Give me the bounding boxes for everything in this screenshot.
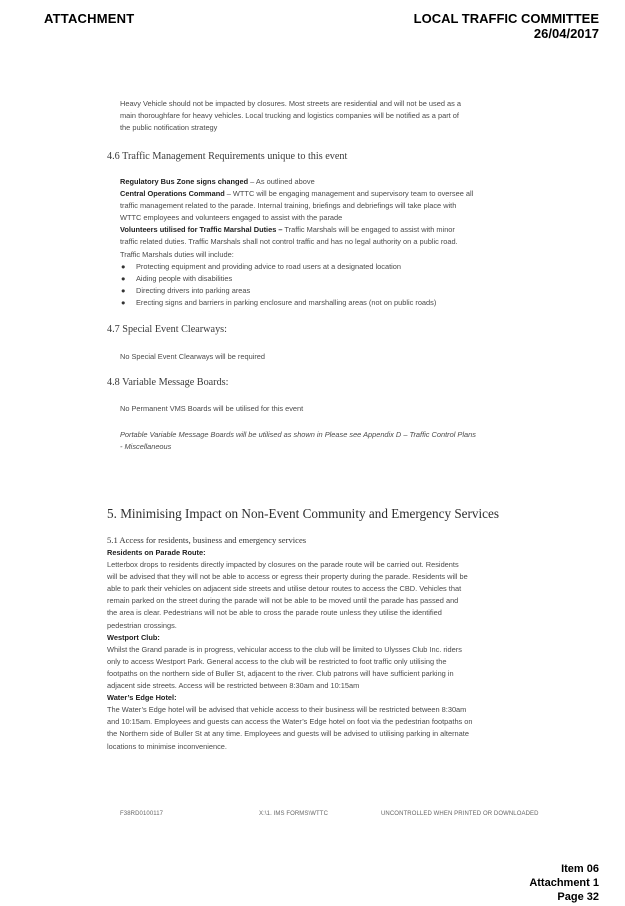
residents-line: Letterbox drops to residents directly impacted by closures on the parade route will be carried out. Residents <box>107 560 459 570</box>
section-5-1-body <box>107 547 540 753</box>
header-date: 26/04/2017 <box>533 26 599 41</box>
westport-line: adjacent side streets. Access will be restricted between 8:30am and 10:15am <box>107 681 360 691</box>
volunteers-text: Traffic Marshals will be engaged to assist with minor <box>282 225 455 235</box>
section-4-8-text: No Permanent VMS Boards will be utilised for this event <box>120 404 304 413</box>
vms-note <box>120 429 540 453</box>
list-item-text: Erecting signs and barriers in parking enclosure and marshalling areas (not on public roads) <box>136 297 437 307</box>
footer-notice: UNCONTROLLED WHEN PRINTED OR DOWNLOADED <box>381 811 539 817</box>
bullet-icon: ● <box>121 273 126 283</box>
committee-title: LOCAL TRAFFIC COMMITTEE <box>413 11 599 26</box>
bullet-icon: ● <box>121 285 126 295</box>
residents-line: remain parked on the street during the parade will not be able to be moved until the parade has passed and <box>107 596 459 606</box>
volunteers-line: traffic related duties. Traffic Marshals shall not control traffic and has no legal authority on a public road. <box>120 237 458 247</box>
waters-edge-heading: Water’s Edge Hotel: <box>107 693 177 703</box>
vms-note-line: Portable Variable Message Boards will be utilised as shown in Please see Appendix D – Traffic Control Plans <box>120 430 476 439</box>
residents-line: the area is clear. Pedestrians will not be able to cross the parade route unless they utilise the identified <box>107 608 442 618</box>
item-reference <box>529 862 599 904</box>
section-4-6-heading: 4.6 Traffic Management Requirements unique to this event <box>107 151 348 162</box>
item-number: Item 06 <box>561 863 599 875</box>
section-5-1-heading: 5.1 Access for residents, business and emergency services <box>107 535 307 545</box>
list-item <box>120 273 540 285</box>
page-header <box>414 11 599 41</box>
westport-heading: Westport Club: <box>107 632 160 642</box>
volunteers-line: Traffic Marshals duties will include: <box>120 249 234 259</box>
bullet-icon: ● <box>121 297 126 307</box>
footer-doc-id: F38RD0100117 <box>120 811 164 817</box>
residents-line: able to park their vehicles on adjacent side streets and utilise detour routes to access the CBD. Vehicles that <box>107 584 462 594</box>
list-item-text: Aiding people with disabilities <box>136 273 233 283</box>
bus-zone-line <box>120 176 540 188</box>
waters-edge-line: the Northern side of Buller St at any time. Employees and guests will be advised to utilising parking in alternate <box>107 729 469 739</box>
section-4-7-text: No Special Event Clearways will be required <box>120 352 266 361</box>
marshal-duties-list <box>120 261 540 309</box>
intro-line: main thoroughfare for heavy vehicles. Local trucking and logistics companies will be notified as a part of <box>120 111 459 121</box>
volunteers-label: Volunteers utilised for Traffic Marshal Duties – <box>120 225 283 235</box>
waters-edge-line: The Water’s Edge hotel will be advised that vehicle access to their business will be restricted between 8:30am <box>107 705 467 715</box>
vms-note-line: - Miscellaneous <box>120 442 172 452</box>
central-ops-line: WTTC employees and volunteers engaged to assist with the parade <box>120 213 343 223</box>
central-ops-label: Central Operations Command <box>120 189 225 199</box>
waters-edge-line: locations to minimise inconvenience. <box>107 741 227 751</box>
residents-line: will be advised that they will not be able to access or egress their property during the parade. Residents will be <box>107 572 468 582</box>
bus-zone-text: – As outlined above <box>248 177 315 186</box>
list-item-text: Protecting equipment and providing advice to road users at a designated location <box>136 261 402 271</box>
intro-line: Heavy Vehicle should not be impacted by closures. Most streets are residential and will not be used as a <box>120 99 461 108</box>
list-item <box>120 297 540 309</box>
westport-line: only to access Westport Park. General access to the club will be restricted to foot traffic only utilising the <box>107 656 447 666</box>
footer-path: X:\1. IMS FORMS\WTTC <box>259 811 328 817</box>
central-ops-line: traffic management related to the parade. Internal training, briefings and debriefings will take place with <box>120 201 457 211</box>
section-4-6-body <box>120 176 540 309</box>
central-ops-text: – WTTC will be engaging management and supervisory team to oversee all <box>224 189 474 199</box>
list-item <box>120 285 540 297</box>
intro-line: the public notification strategy <box>120 123 218 133</box>
waters-edge-line: and 10:15am. Employees and guests can access the Water’s Edge hotel on foot via the pedestrian footpaths on <box>107 717 473 727</box>
westport-line: footpaths on the northern side of Buller St, adjacent to the river. Club patrons will have sufficient parking in <box>107 668 454 678</box>
list-item-text: Directing drivers into parking areas <box>136 285 251 295</box>
residents-heading: Residents on Parade Route: <box>107 548 206 557</box>
attachment-number: Attachment 1 <box>529 877 599 889</box>
bus-zone-label: Regulatory Bus Zone signs changed <box>120 177 249 186</box>
residents-line: pedestrian crossings. <box>107 620 177 630</box>
volunteers-line <box>120 224 540 236</box>
bullet-icon: ● <box>121 261 126 271</box>
section-4-8-heading: 4.8 Variable Message Boards: <box>107 377 229 388</box>
attachment-label: ATTACHMENT <box>44 11 135 26</box>
list-item <box>120 261 540 273</box>
section-5-heading: 5. Minimising Impact on Non-Event Community and Emergency Services <box>107 506 500 521</box>
westport-line: Whilst the Grand parade is in progress, vehicular access to the club will be limited to Ulysses Club Inc. riders <box>107 644 462 654</box>
intro-paragraph <box>120 98 540 134</box>
section-4-7-heading: 4.7 Special Event Clearways: <box>107 324 227 335</box>
page-number: Page 32 <box>557 891 599 903</box>
central-ops-line <box>120 188 540 200</box>
